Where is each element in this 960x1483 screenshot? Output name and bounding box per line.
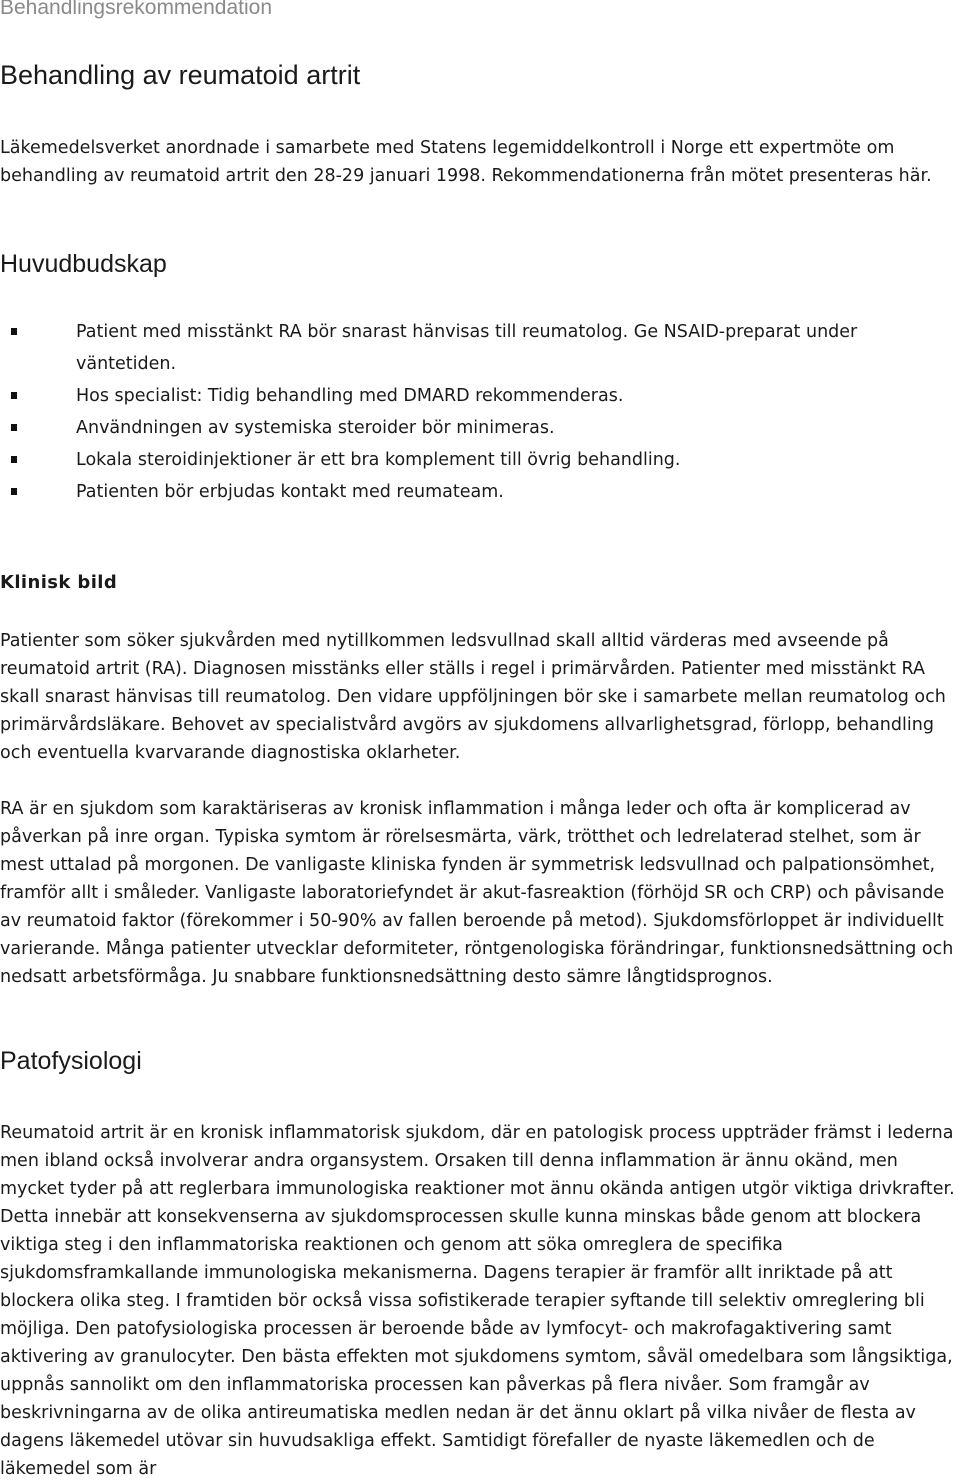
list-item [0,380,958,412]
clinical-heading: Klinisk bild [0,572,118,593]
list-item-text: Lokala steroidinjektioner är ett bra komplement till övrig behandling. [76,450,681,470]
list-item [0,444,958,476]
list-item-text: Patient med misstänkt RA bör snarast hänvisas till reumatolog. Ge NSAID-preparat under väntetiden. [76,322,858,374]
square-bullet-icon [11,456,17,463]
list-item [0,476,958,508]
list-item [0,316,958,380]
square-bullet-icon [11,392,17,399]
square-bullet-icon [11,424,17,431]
document-header: Behandlingsrekommendation [0,0,273,19]
key-messages-list [0,316,958,508]
list-item [0,412,958,444]
article-title: Behandling av reumatoid artrit [0,60,361,90]
list-item-text: Patienten bör erbjudas kontakt med reumateam. [76,482,504,502]
list-item-text: Användningen av systemiska steroider bör minimeras. [76,418,555,438]
pathophysiology-heading: Patofysiologi [0,1047,142,1075]
list-item-text: Hos specialist: Tidig behandling med DMARD rekommenderas. [76,386,624,406]
pathophysiology-paragraph: Reumatoid artrit är en kronisk inflammatorisk sjukdom, där en patologisk process uppträder främst i lederna men ibland också involverar andra organsystem. Orsaken till denna inflammation är ännu okänd, men mycket tyder på att reglerbara immunologiska reaktioner mot ännu okända antigen utgör viktiga drivkrafter. Detta innebär att konsekvenserna av sjukdomsprocessen skulle kunna minskas både genom att blockera viktiga steg i den inflammatoriska reaktionen och genom att söka omreglera de specifika sjukdomsframkallande immunologiska mekanismerna. Dagens terapier är framför allt inriktade på att blockera olika steg. I framtiden bör också vissa sofistikerade terapier syftande till selektiv omreglering bli möjliga. Den patofysiologiska processen är beroende både av lymfocyt- och makrofagaktivering samt aktivering av granulocyter. Den bästa effekten mot sjukdomens symtom, såväl omedelbara som långsiktiga, uppnås sannolikt om den inflammatoriska processen kan påverkas på flera nivåer. Som framgår av beskrivningarna av de olika antireumatiska medlen nedan är det ännu oklart på vilka nivåer de flesta av dagens läkemedel utövar sin huvudsakliga effekt. Samtidigt förefaller de nyaste läkemedlen och de läkemedel som är [0,1123,955,1479]
intro-paragraph: Läkemedelsverket anordnade i samarbete med Statens legemiddelkontroll i Norge ett expertmöte om behandling av reumatoid artrit den 28-29 januari 1998. Rekommendationerna från mötet presenteras här. [0,138,932,186]
key-messages-heading: Huvudbudskap [0,250,167,278]
clinical-paragraph-1: Patienter som söker sjukvården med nytillkommen ledsvullnad skall alltid värderas med avseende på reumatoid artrit (RA). Diagnosen misstänks eller ställs i regel i primärvården. Patienter med misstänkt RA skall snarast hänvisas till reumatolog. Den vidare uppföljningen bör ske i samarbete mellan reumatolog och primärvårdsläkare. Behovet av specialistvård avgörs av sjukdomens allvarlighetsgrad, förlopp, behandling och eventuella kvarvarande diagnostiska oklarheter. [0,631,946,763]
square-bullet-icon [11,328,17,335]
square-bullet-icon [11,488,17,495]
clinical-paragraph-2: RA är en sjukdom som karaktäriseras av kronisk inflammation i många leder och ofta är komplicerad av påverkan på inre organ. Typiska symtom är rörelsesmärta, värk, trötthet och ledrelaterad stelhet, som är mest uttalad på morgonen. De vanligaste kliniska fynden är symmetrisk ledsvullnad och palpationsömhet, framför allt i småleder. Vanligaste laboratoriefyndet är akut-fasreaktion (förhöjd SR och CRP) och påvisande av reumatoid faktor (förekommer i 50-90% av fallen beroende på metod). Sjukdomsförloppet är individuellt varierande. Många patienter utvecklar deformiteter, röntgenologiska förändringar, funktionsnedsättning och nedsatt arbetsförmåga. Ju snabbare funktionsnedsättning desto sämre långtidsprognos. [0,799,954,987]
